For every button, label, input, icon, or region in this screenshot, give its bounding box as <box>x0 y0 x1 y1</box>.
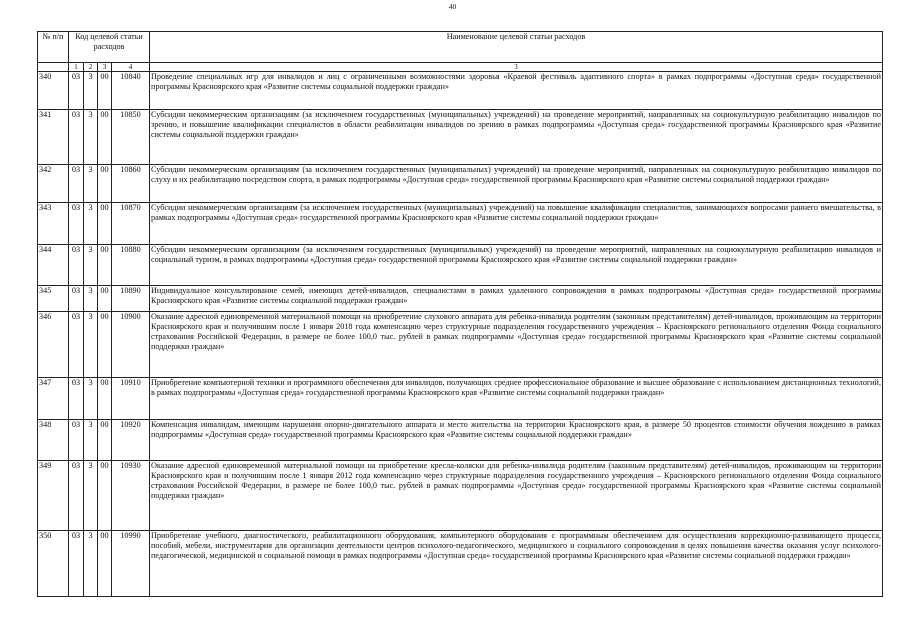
code-part-2: 3 <box>84 420 98 461</box>
table-row <box>38 245 883 286</box>
row-name: Оказание адресной единовременной материальной помощи на приобретение слухового аппарата для ребенка-инвалида родителям (законным представителям) детей-инвалидов, проживающим на территории Красноярского края и получившим после 1 января 2018 года компенсацию через структурные подразделения государственного учреждения – Красноярского регионального отделения Фонда социального страхования Российской Федерации, в размере не более 100,0 тыс. рублей в рамках подпрограммы «Доступная среда» государственной программы Красноярского края «Развитие системы социальной поддержки граждан» <box>150 312 883 378</box>
header-row-number: № п/п <box>38 32 69 63</box>
code-part-4: 10840 <box>112 72 150 110</box>
code-part-2: 3 <box>84 378 98 420</box>
code-part-1: 03 <box>69 203 84 245</box>
row-number: 348 <box>38 420 69 461</box>
row-number: 350 <box>38 531 69 597</box>
code-part-3: 00 <box>98 312 112 378</box>
row-name: Субсидии некоммерческим организациям (за исключением государственных (муниципальных) учреждений) на проведение мероприятий, направленных на социокультурную реабилитацию инвалидов по зрению, и повышение квалификации специалистов в области реабилитации инвалидов по зрению в рамках подпрограммы «Доступная среда» государственной программы Красноярского края «Развитие системы социальной поддержки граждан» <box>150 110 883 165</box>
row-name: Приобретение компьютерной техники и программного обеспечения для инвалидов, получающих среднее профессиональное образование и высшее образование с использованием дистанционных технологий, в рамках подпрограммы «Доступная среда» государственной программы Красноярского края «Развитие системы социальной поддержки граждан» <box>150 378 883 420</box>
code-part-2: 3 <box>84 312 98 378</box>
row-name: Компенсация инвалидам, имеющим нарушения опорно-двигательного аппарата и место жительства на территории Красноярского края, в размере 50 процентов стоимости обучения вождению в рамках подпрограммы «Доступная среда» государственной программы Красноярского края «Развитие системы социальной поддержки граждан» <box>150 420 883 461</box>
code-part-1: 03 <box>69 531 84 597</box>
code-part-3: 00 <box>98 203 112 245</box>
column-number-name: 3 <box>150 63 883 72</box>
table-row <box>38 378 883 420</box>
code-part-2: 3 <box>84 72 98 110</box>
table-row <box>38 203 883 245</box>
column-number-blank <box>38 63 69 72</box>
code-part-4: 10860 <box>112 165 150 203</box>
code-part-4: 10990 <box>112 531 150 597</box>
code-part-2: 3 <box>84 203 98 245</box>
table-row <box>38 461 883 531</box>
column-number-row <box>38 63 883 72</box>
column-number-1: 1 <box>69 63 84 72</box>
code-part-2: 3 <box>84 165 98 203</box>
code-part-4: 10900 <box>112 312 150 378</box>
row-name: Оказание адресной единовременной материальной помощи на приобретение кресла-коляски для ребенка-инвалида родителям (законным представителям) детей-инвалидов, проживающим на территории Красноярского края и получившим после 1 января 2012 года компенсацию через структурные подразделения государственного учреждения – Красноярского регионального отделения Фонда социального страхования Российской Федерации, в размере не более 100,0 тыс. рублей в рамках подпрограммы «Доступная среда» государственной программы Красноярского края «Развитие системы социальной поддержки граждан» <box>150 461 883 531</box>
code-part-1: 03 <box>69 312 84 378</box>
code-part-4: 10880 <box>112 245 150 286</box>
row-name: Субсидии некоммерческим организациям (за исключением государственных (муниципальных) учреждений) на повышение квалификации специалистов, занимающихся вопросами раннего вмешательства, в рамках подпрограммы «Доступная среда» государственной программы Красноярского края «Развитие системы социальной поддержки граждан» <box>150 203 883 245</box>
code-part-1: 03 <box>69 286 84 312</box>
code-part-1: 03 <box>69 165 84 203</box>
row-number: 342 <box>38 165 69 203</box>
code-part-1: 03 <box>69 110 84 165</box>
table-row <box>38 531 883 597</box>
code-part-2: 3 <box>84 110 98 165</box>
code-part-4: 10930 <box>112 461 150 531</box>
code-part-2: 3 <box>84 461 98 531</box>
code-part-3: 00 <box>98 72 112 110</box>
table-row <box>38 312 883 378</box>
budget-items-table <box>37 31 883 597</box>
code-part-4: 10890 <box>112 286 150 312</box>
header-code: Код целевой статьи расходов <box>69 32 150 63</box>
code-part-3: 00 <box>98 245 112 286</box>
row-number: 340 <box>38 72 69 110</box>
code-part-3: 00 <box>98 286 112 312</box>
column-number-2: 2 <box>84 63 98 72</box>
column-number-4: 4 <box>112 63 150 72</box>
table-row <box>38 286 883 312</box>
code-part-1: 03 <box>69 245 84 286</box>
column-number-3: 3 <box>98 63 112 72</box>
code-part-1: 03 <box>69 461 84 531</box>
row-name: Субсидии некоммерческим организациям (за исключением государственных (муниципальных) учреждений) на проведение мероприятий, направленных на социокультурную реабилитацию инвалидов по слуху и их реабилитацию посредством спорта, в рамках подпрограммы «Доступная среда» государственной программы Красноярского края «Развитие системы социальной поддержки граждан» <box>150 165 883 203</box>
row-number: 349 <box>38 461 69 531</box>
row-name: Приобретение учебного, диагностического, реабилитационного оборудования, компьютерного оборудования с программным обеспечением для осуществления коррекционно-развивающего процесса, пособий, мебели, инструментария для организации деятельности центров психолого-педагогического, медицинского и социального сопровождения в целях повышения качества оказания услуг психолого-педагогической, медицинской и социальной помощи в рамках подпрограммы «Доступная среда» государственной программы Красноярского края «Развитие системы социальной поддержки граждан» <box>150 531 883 597</box>
row-number: 343 <box>38 203 69 245</box>
code-part-3: 00 <box>98 531 112 597</box>
table-row <box>38 110 883 165</box>
code-part-4: 10920 <box>112 420 150 461</box>
code-part-2: 3 <box>84 286 98 312</box>
code-part-3: 00 <box>98 378 112 420</box>
row-number: 347 <box>38 378 69 420</box>
header-name: Наименование целевой статьи расходов <box>150 32 883 63</box>
row-name: Проведение специальных игр для инвалидов и лиц с ограниченными возможностями здоровья «Краевой фестиваль адаптивного спорта» в рамках подпрограммы «Доступная среда» государственной программы Красноярского края «Развитие системы социальной поддержки граждан» <box>150 72 883 110</box>
code-part-3: 00 <box>98 110 112 165</box>
code-part-3: 00 <box>98 461 112 531</box>
code-part-4: 10850 <box>112 110 150 165</box>
page-number: 40 <box>448 2 457 11</box>
table-row <box>38 72 883 110</box>
code-part-4: 10870 <box>112 203 150 245</box>
row-name: Субсидии некоммерческим организациям (за исключением государственных (муниципальных) учреждений) на проведение мероприятий, направленных на социокультурную реабилитацию инвалидов и социальный туризм, в рамках подпрограммы «Доступная среда» государственной программы Красноярского края «Развитие системы социальной поддержки граждан» <box>150 245 883 286</box>
row-number: 345 <box>38 286 69 312</box>
row-number: 344 <box>38 245 69 286</box>
code-part-2: 3 <box>84 531 98 597</box>
row-number: 346 <box>38 312 69 378</box>
table-row <box>38 420 883 461</box>
code-part-3: 00 <box>98 420 112 461</box>
code-part-4: 10910 <box>112 378 150 420</box>
code-part-1: 03 <box>69 420 84 461</box>
row-name: Индивидуальное консультирование семей, имеющих детей-инвалидов, специалистами в рамках удаленного сопровождения в рамках подпрограммы «Доступная среда» государственной программы Красноярского края «Развитие системы социальной поддержки граждан» <box>150 286 883 312</box>
code-part-1: 03 <box>69 378 84 420</box>
code-part-2: 3 <box>84 245 98 286</box>
code-part-1: 03 <box>69 72 84 110</box>
table-row <box>38 165 883 203</box>
table-header-row <box>38 32 883 63</box>
code-part-3: 00 <box>98 165 112 203</box>
row-number: 341 <box>38 110 69 165</box>
